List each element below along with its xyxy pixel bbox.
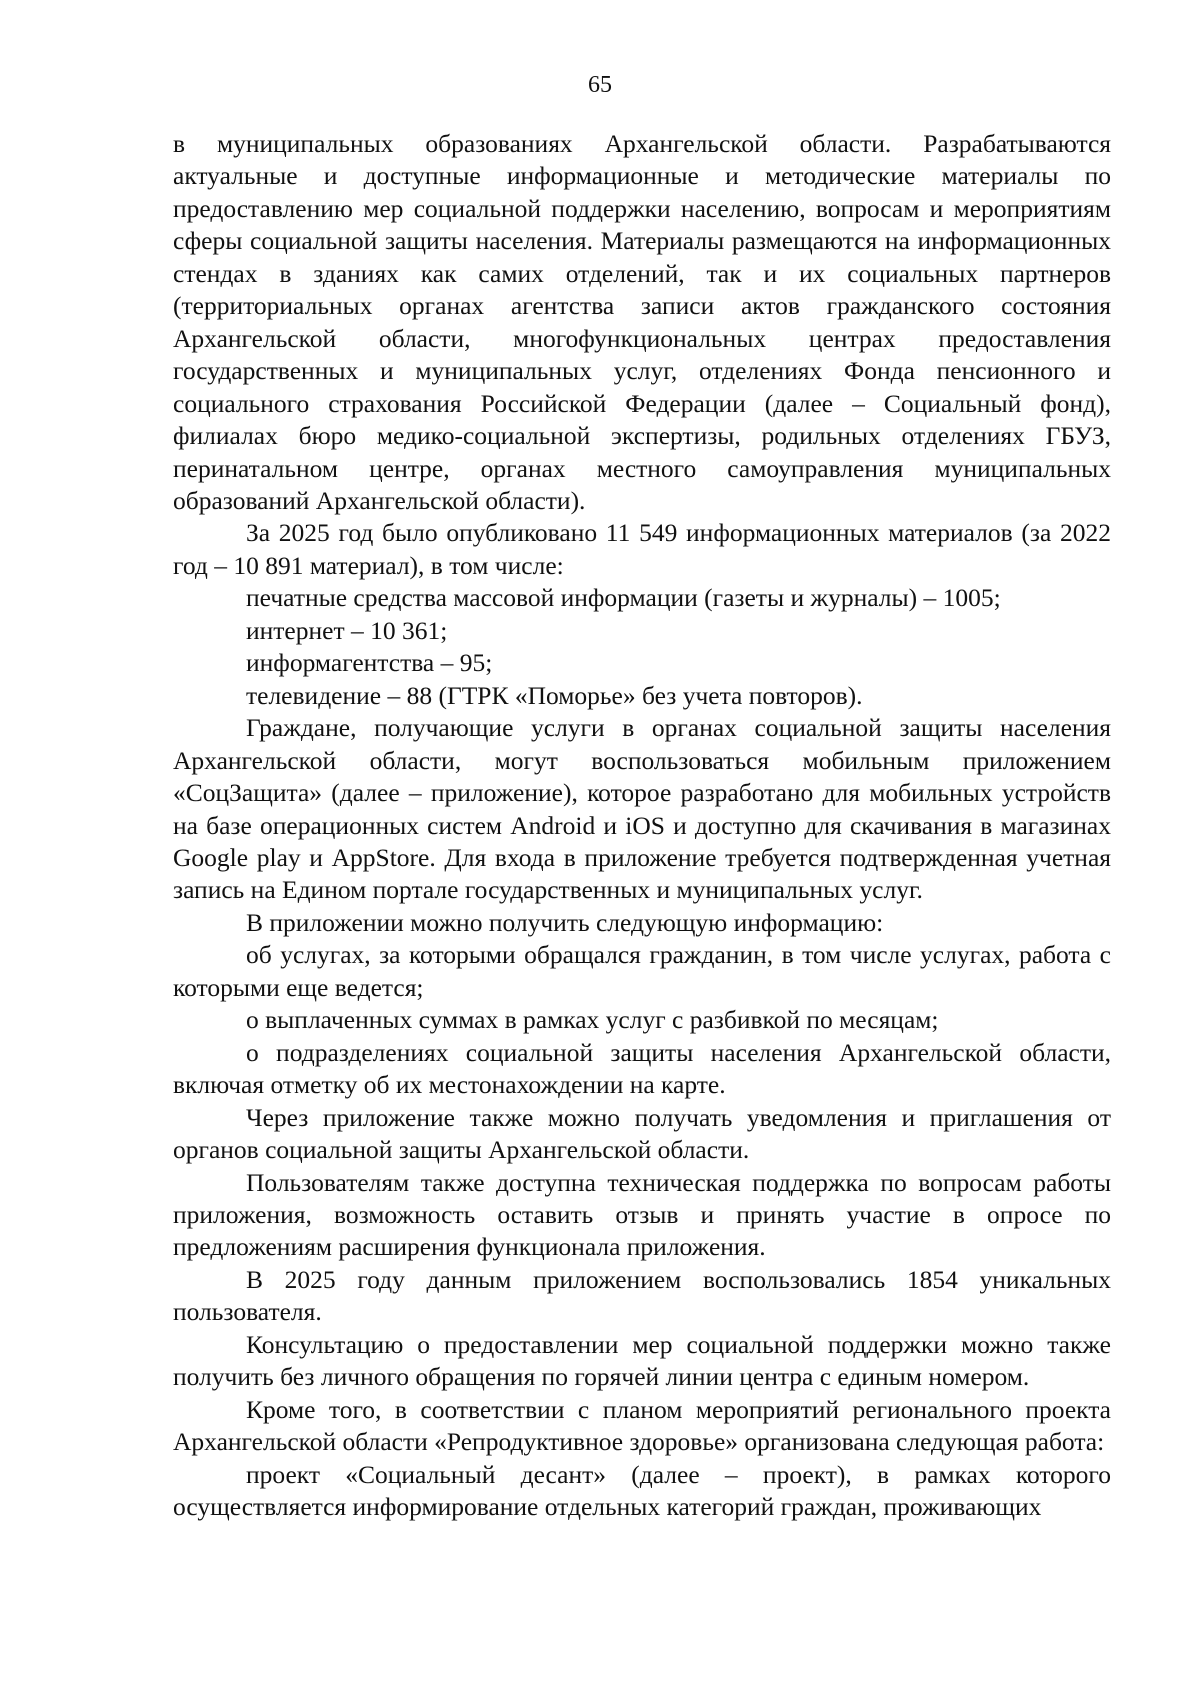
page-number: 65 bbox=[588, 72, 612, 98]
paragraph-app-info-intro: В приложении можно получить следующую информацию: bbox=[246, 907, 884, 937]
paragraph-notifications: Через приложение также можно получать уведомления и приглашения от органов социальной защиты Архангельской области. bbox=[173, 1102, 1111, 1165]
list-item-services: об услугах, за которыми обращался гражданин, в том числе услугах, работа с которыми еще ведется; bbox=[173, 940, 1111, 1002]
list-item-payments: о выплаченных суммах в рамках услуг с разбивкой по месяцам; bbox=[246, 1005, 939, 1035]
paragraph-app-users: В 2025 году данным приложением воспользовались 1854 уникальных пользователя. bbox=[173, 1264, 1111, 1327]
list-item-internet: интернет – 10 361; bbox=[246, 615, 448, 645]
paragraph-support: Пользователям также доступна техническая поддержка по вопросам работы приложения, возможность оставить отзыв и принять участие в опросе по предложениям расширения функционала приложения. bbox=[173, 1167, 1111, 1262]
paragraph-hotline: Консультацию о предоставлении мер социальной поддержки можно также получить без личного обращения по горячей линии центра с единым номером. bbox=[173, 1329, 1111, 1392]
list-item-departments: о подразделениях социальной защиты населения Архангельской области, включая отметку об их местонахождении на карте. bbox=[173, 1037, 1111, 1100]
paragraph-continued: в муниципальных образованиях Архангельской области. Разрабатываются актуальные и доступные информационные и методические материалы по предоставлению мер социальной поддержки населению, вопросам и мероприятиям сферы социальной защиты населения. Материалы размещаются на информационных стендах в зданиях как самих отделений, так и их социальных партнеров (территориальных органах агентства записи актов гражданского состояния Архангельской области, многофункциональных центрах предоставления государственных и муниципальных услуг, отделениях Фонда пенсионного и социального страхования Российской Федерации (далее – Социальный фонд), филиалах бюро медико-социальной экспертизы, родильных отделениях ГБУЗ, перинатальном центре, органах местного самоуправления муниципальных образований Архангельской области). bbox=[173, 129, 1111, 515]
document-body bbox=[173, 128, 1111, 1523]
paragraph-publications-total: За 2025 год было опубликовано 11 549 информационных материалов (за 2022 год – 10 891 материал), в том числе: bbox=[173, 518, 1111, 580]
list-item-print-media: печатные средства массовой информации (газеты и журналы) – 1005; bbox=[246, 583, 1001, 613]
paragraph-mobile-app: Граждане, получающие услуги в органах социальной защиты населения Архангельской области, могут воспользоваться мобильным приложением «СоцЗащита» (далее – приложение), которое разработано для мобильных устройств на базе операционных систем Android и iOS и доступно для скачивания в магазинах Google play и AppStore. Для входа в приложение требуется подтвержденная учетная запись на Едином портале государственных и муниципальных услуг. bbox=[173, 713, 1111, 905]
paragraph-social-landing: проект «Социальный десант» (далее – проект), в рамках которого осуществляется информирование отдельных категорий граждан, проживающих bbox=[173, 1459, 1111, 1522]
paragraph-regional-project: Кроме того, в соответствии с планом мероприятий регионального проекта Архангельской области «Репродуктивное здоровье» организована следующая работа: bbox=[173, 1394, 1111, 1457]
list-item-television: телевидение – 88 (ГТРК «Поморье» без учета повторов). bbox=[246, 680, 863, 710]
list-item-news-agencies: информагентства – 95; bbox=[246, 648, 493, 678]
